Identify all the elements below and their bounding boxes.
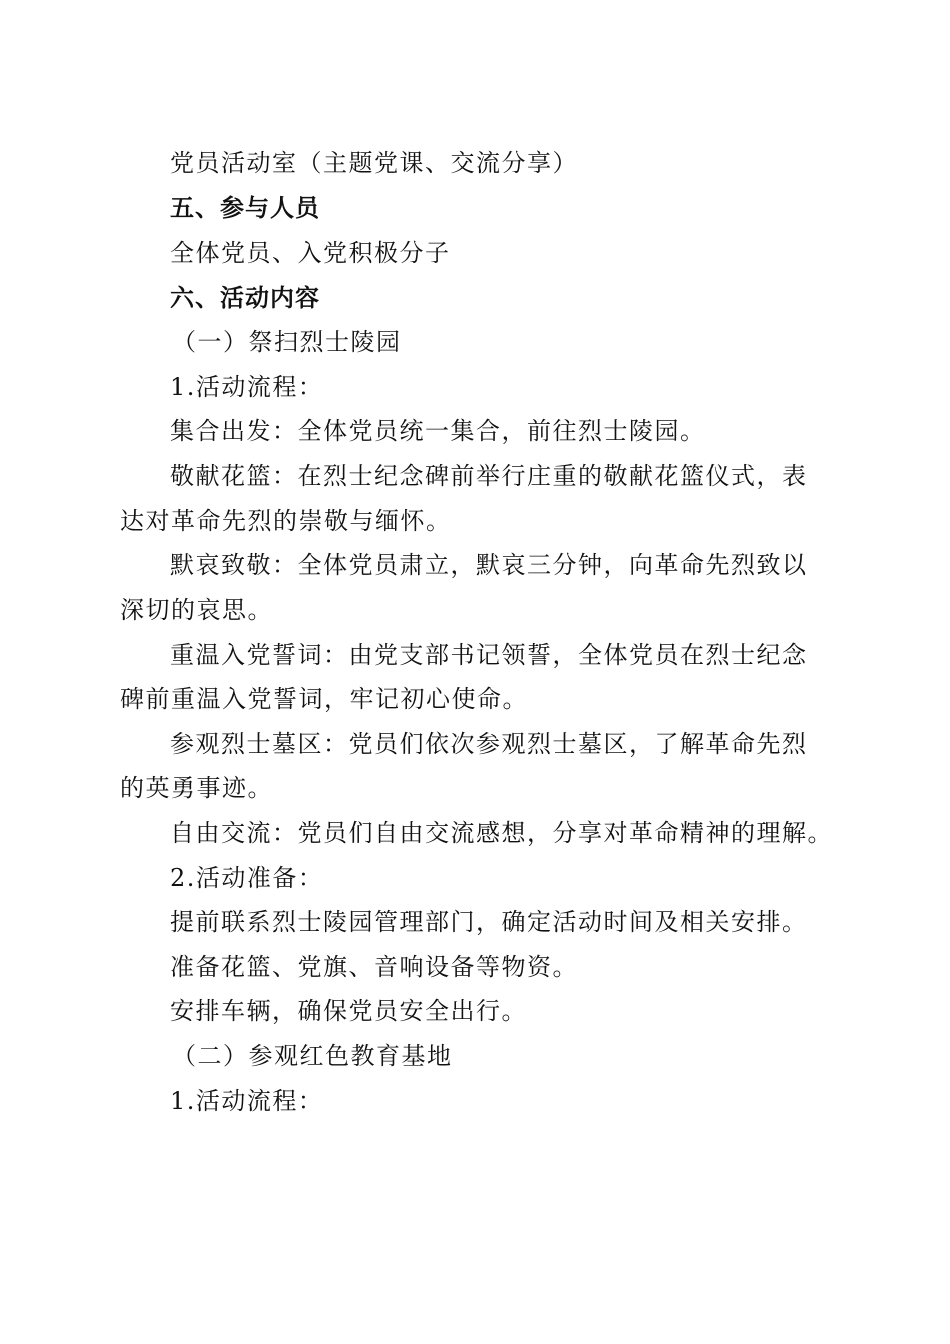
paragraph-materials: 准备花篮、党旗、音响设备等物资。 xyxy=(170,953,578,981)
paragraph-silence-line1: 默哀致敬：全体党员肃立，默哀三分钟，向革命先烈致以 xyxy=(170,551,808,579)
paragraph-exchange: 自由交流：党员们自由交流感想，分享对革命精神的理解。 xyxy=(170,819,833,847)
paragraph-gather: 集合出发：全体党员统一集合，前往烈士陵园。 xyxy=(170,417,706,445)
paragraph-oath-line1: 重温入党誓词：由党支部书记领誓，全体党员在烈士纪念 xyxy=(170,641,808,669)
item-heading-preparation: 2.活动准备： xyxy=(170,864,324,892)
paragraph-vehicles: 安排车辆，确保党员安全出行。 xyxy=(170,997,527,1025)
paragraph-contact: 提前联系烈士陵园管理部门，确定活动时间及相关安排。 xyxy=(170,908,808,936)
item-heading-process-2: 1.活动流程： xyxy=(170,1087,324,1115)
paragraph-basket-line1: 敬献花篮：在烈士纪念碑前举行庄重的敬献花篮仪式，表 xyxy=(170,462,808,490)
paragraph-visit-line1: 参观烈士墓区：党员们依次参观烈士墓区，了解革命先烈 xyxy=(170,730,808,758)
subsection-heading-cemetery: （一）祭扫烈士陵园 xyxy=(172,328,402,356)
paragraph-silence-line2: 深切的哀思。 xyxy=(120,596,273,624)
paragraph-basket-line2: 达对革命先烈的崇敬与缅怀。 xyxy=(120,507,452,535)
paragraph-visit-line2: 的英勇事迹。 xyxy=(120,774,273,802)
section-heading-participants: 五、参与人员 xyxy=(170,194,320,222)
venue-text: 党员活动室（主题党课、交流分享） xyxy=(170,149,578,177)
subsection-heading-red-base: （二）参观红色教育基地 xyxy=(172,1042,453,1070)
item-heading-process: 1.活动流程： xyxy=(170,373,324,401)
section-heading-content: 六、活动内容 xyxy=(170,284,320,312)
participants-text: 全体党员、入党积极分子 xyxy=(170,239,451,267)
paragraph-oath-line2: 碑前重温入党誓词，牢记初心使命。 xyxy=(120,685,528,713)
